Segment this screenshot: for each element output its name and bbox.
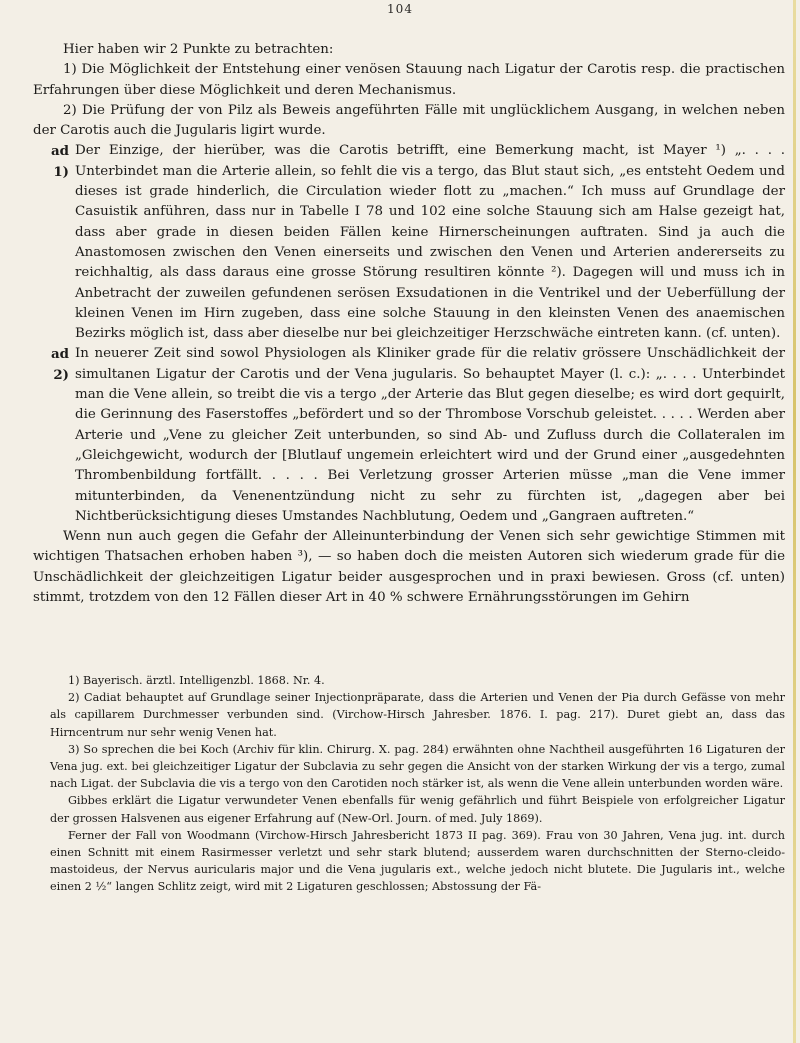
ad-1-text: Der Einzige, der hierüber, was die Carotis betrifft, eine Bemerkung macht, ist Mayer ¹) „. . . . Unterbindet man die Arterie allein, so fehlt die vis a tergo, das Blut staut sich, „es entsteht Oedem und dieses ist grade hinderlich, die Circulation wieder flott zu „machen.“ Ich muss auf Grundlage der Casuistik anführen, dass nur in Tabelle I 78 und 102 eine solche Stauung sich am Halse gezeigt hat, dass aber grade in diesen beiden Fällen keine Hirnerscheinungen auftraten. Sind ja auch die Anastomosen zwischen den Venen einerseits und zwischen den Venen und Arterien andererseits zu reichhaltig, als dass daraus eine grosse Störung resultiren könnte ²). Dagegen will und muss ich in Anbetracht der zuweilen gefundenen serösen Exsudationen in die Ventrikel und der Ueberfüllung der kleinen Venen im Hirn zugeben, dass eine solche Stauung in den kleinsten Venen des anaemischen Bezirks möglich ist, dass aber dieselbe nur bei gleichzeitiger Herzschwäche eintreten kann. (cf. unten). [75, 143, 785, 342]
footnote-1: 1) Bayerisch. ärztl. Intelligenzbl. 1868. Nr. 4. [68, 674, 325, 687]
page-edge [793, 0, 796, 1043]
ad-1-label: ad 1) [50, 143, 69, 180]
main-text [33, 40, 785, 608]
page-number: 104 [387, 2, 413, 16]
intro-line: Hier haben wir 2 Punkte zu betrachten: [63, 42, 334, 57]
point-1: 1) Die Möglichkeit der Entstehung einer venösen Stauung nach Ligatur der Carotis resp. die practischen Erfahrungen über diese Möglichkeit und deren Mechanismus. [33, 62, 785, 98]
ad-2-text: In neuerer Zeit sind sowol Physiologen als Kliniker grade für die relativ grössere Unschädlichkeit der simultanen Ligatur der Carotis und der Vena jugularis. So behauptet Mayer (l. c.): „. . . . Unterbindet man die Vene allein, so treibt die vis a tergo „der Arterie das Blut gegen dieselbe; es wird dort gequirlt, die Gerinnung des Faserstoffes „befördert und so der Thrombose Vorschub geleistet. . . . . Werden aber Arterie und „Vene zu gleicher Zeit unterbunden, so sind Ab- und Zufluss durch die Collateralen im „Gleichgewicht, wodurch der [Blutlauf ungemein erleichtert wird und der Grund einer „ausgedehnten Thrombenbildung fortfällt. . . . . Bei Verletzung grosser Arterien müsse „man die Vene immer mitunterbinden, da Venenentzündung nicht zu sehr zu fürchten ist, „dagegen aber bei Nichtberücksichtigung dieses Umstandes Nachblutung, Oedem und „Gangraen auftreten.“ [75, 346, 785, 524]
footnote-3-woodmann: Ferner der Fall von Woodmann (Virchow-Hirsch Jahresbericht 1873 II pag. 369). Frau von 30 Jahren, Vena jug. int. durch einen Schnitt mit einem Rasirmesser verletzt und sehr stark blutend; ausserdem waren durchschnitten der Sterno-cleido-mastoideus, der Nervus auricularis major und die Vena jugularis ext., welche jedoch nicht blutete. Die Jugularis int., welche einen 2 ½“ langen Schlitz zeigt, wird mit 2 Ligaturen geschlossen; Abstossung der Fä- [50, 828, 785, 894]
point-2: 2) Die Prüfung der von Pilz als Beweis angeführten Fälle mit unglücklichem Ausgang, in welchen neben der Carotis auch die Jugularis ligirt wurde. [33, 102, 785, 139]
section-ad-2 [33, 344, 785, 527]
footnote-3: 3) So sprechen die bei Koch (Archiv für klin. Chirurg. X. pag. 284) erwähnten ohne Nachtheil ausgeführten 16 Ligaturen der Vena jug. ext. bei gleichzeitiger Ligatur der Subclavia zu sehr gegen die Ansicht von der starken Wirkung der vis a tergo, zumal nach Ligat. der Subclavia die vis a tergo von den Carotiden noch stärker ist, als wenn die Vene allein unterbunden worden wäre. [50, 742, 785, 791]
footnotes [50, 672, 785, 896]
closing-paragraph: Wenn nun auch gegen die Gefahr der Alleinunterbindung der Venen sich sehr gewichtige Stimmen mit wichtigen Thatsachen erhoben haben ³), — so haben doch die meisten Autoren sich wiederum grade für die Unschädlichkeit der gleichzeitigen Ligatur beider ausgesprochen und in praxi bewiesen. Gross (cf. unten) stimmt, trotzdem von den 12 Fällen dieser Art in 40 % schwere Ernährungsstörungen im Gehirn [33, 529, 785, 606]
footnote-3-gibbes: Gibbes erklärt die Ligatur verwundeter Venen ebenfalls für wenig gefährlich und führt Beispiele von erfolgreicher Ligatur der grossen Halsvenen aus eigener Erfahrung auf (New-Orl. Journ. of med. July 1869). [50, 794, 785, 825]
section-ad-1 [33, 141, 785, 344]
ad-2-label: ad 2) [50, 346, 69, 383]
footnote-2: 2) Cadiat behauptet auf Grundlage seiner Injectionpräparate, dass die Arterien und Venen der Pia durch Gefässe von mehr als capillarem Durchmesser verbunden sind. (Virchow-Hirsch Jahresber. 1876. I. pag. 217). Duret giebt an, dass das Hirncentrum nur sehr wenig Venen hat. [50, 691, 785, 739]
